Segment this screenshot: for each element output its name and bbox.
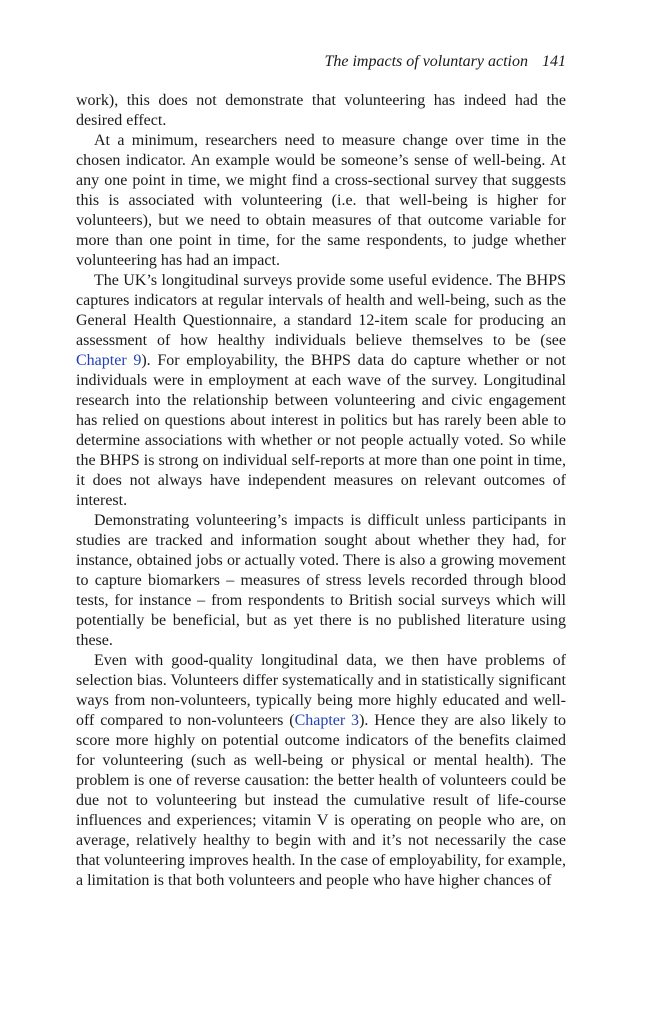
paragraph-3 bbox=[76, 271, 566, 511]
paragraph-5-text-start: Even with good-quality longitudinal data, we then have problems of selection bias. Volunteers differ systematically and in statistically significant ways from non-volunteers, typically being more highly educated and well-off compared to non-volunteers ( bbox=[76, 652, 566, 729]
paragraph-3-text-end: ). For employability, the BHPS data do capture whether or not individuals were in employment at each wave of the survey. Longitudinal research into the relationship between volunteering and civic engagement has relied on questions about interest in politics but has rarely been able to determine associations with whether or not people actually voted. So while the BHPS is strong on individual self-reports at more than one point in time, it does not always have independent measures on relevant outcomes of interest. bbox=[76, 352, 566, 509]
paragraph-4: Demonstrating volunteering’s impacts is difficult unless participants in studies are tracked and information sought about whether they had, for instance, obtained jobs or actually voted. There is also a growing movement to capture biomarkers – measures of stress levels recorded through blood tests, for instance – from respondents to British social surveys which will potentially be beneficial, but as yet there is no published literature using these. bbox=[76, 512, 566, 649]
chapter-9-link[interactable]: Chapter 9 bbox=[76, 352, 142, 369]
body-text bbox=[76, 91, 566, 891]
page-number: 141 bbox=[542, 53, 566, 70]
paragraph-2: At a minimum, researchers need to measure change over time in the chosen indicator. An example would be someone’s sense of well-being. At any one point in time, we might find a cross-sectional survey that suggests this is associated with volunteering (i.e. that well-being is higher for volunteers), but we need to obtain measures of that outcome variable for more than one point in time, for the same respondents, to judge whether volunteering has had an impact. bbox=[76, 132, 566, 269]
paragraph-5-text-end: ). Hence they are also likely to score more highly on potential outcome indicators of the benefits claimed for volunteering (such as well-being or physical or mental health). The problem is one of reverse causation: the better health of volunteers could be due not to volunteering but instead the cumulative result of life-course influences and experiences; vitamin V is operating on people who are, on average, relatively healthy to begin with and it’s not necessarily the case that volunteering improves health. In the case of employability, for example, a limitation is that both volunteers and people who have higher chances of bbox=[76, 712, 567, 889]
paragraph-3-text-start: The UK’s longitudinal surveys provide some useful evidence. The BHPS captures indicators at regular intervals of health and well-being, such as the General Health Questionnaire, a standard 12-item scale for producing an assessment of how healthy individuals believe themselves to be (see bbox=[76, 272, 566, 349]
paragraph-5 bbox=[76, 651, 566, 891]
chapter-3-link[interactable]: Chapter 3 bbox=[294, 712, 360, 729]
running-head bbox=[76, 52, 566, 72]
running-title: The impacts of voluntary action bbox=[324, 53, 528, 70]
paragraph-1: work), this does not demonstrate that volunteering has indeed had the desired effect. bbox=[76, 92, 566, 129]
